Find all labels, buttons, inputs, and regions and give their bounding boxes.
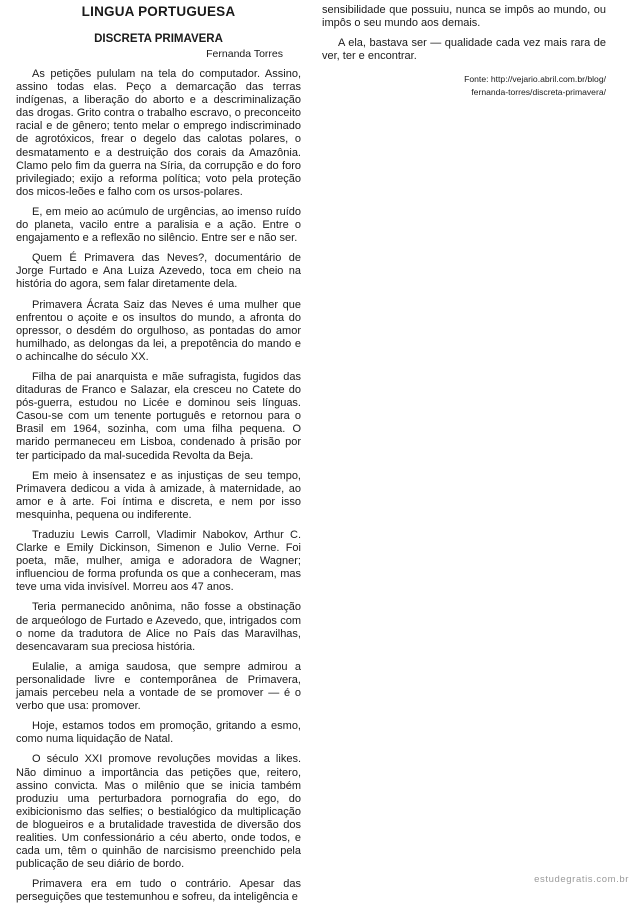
source-line: Fonte: http://vejario.abril.com.br/blog/ xyxy=(464,74,606,85)
paragraph: Filha de pai anarquista e mãe sufragista, fugidos das ditaduras de Franco e Salazar, ela cresceu no Catete do pós-guerra, estudou no Licée e dominou seis línguas. Casou-se com um tenente português e retornou para o Brasil em 1964, sozinha, com uma filha pequena. O marido permaneceu em Lisboa, condenado à prisão por ter participado da mal-sucedida Revolta da Beja. xyxy=(16,370,301,462)
paragraph: O século XXI promove revoluções movidas a likes. Não diminuo a importância das petições que, reitero, assino convicta. Mas o milênio que se inicia também produziu uma perturbadora pornografia do ego, do exibicionismo das selfies; o bestialógico da multiplicação de blogueiros e a brutalidade travestida de diversão dos realities. Um confessionário a céu aberto, onde todos, e cada um, têm o quinhão de narcisismo preenchido pela publicação de seu diário de bordo. xyxy=(16,753,301,871)
left-column xyxy=(16,4,301,911)
site-watermark: estudegratis.com.br xyxy=(534,874,629,885)
paragraph: Primavera era em tudo o contrário. Apesar das perseguições que testemunhou e sofreu, da inteligência e xyxy=(16,878,301,904)
page-title: LINGUA PORTUGUESA xyxy=(81,4,236,19)
article-title: DISCRETA PRIMAVERA xyxy=(94,33,223,45)
paragraph: A ela, bastava ser — qualidade cada vez mais rara de ver, ter e encontrar. xyxy=(322,37,606,63)
source-line: fernanda-torres/discreta-primavera/ xyxy=(471,87,606,98)
paragraph: Teria permanecido anônima, não fosse a obstinação de arqueólogo de Furtado e Azevedo, que, intrigados com o nome da tradutora de Alice no País das Maravilhas, desencavaram sua preciosa história. xyxy=(16,601,301,653)
right-column xyxy=(322,4,606,99)
paragraph: E, em meio ao acúmulo de urgências, ao imenso ruído do planeta, vacilo entre a paralisia e a ação. Entre o engajamento e a reflexão no silêncio. Entre ser e não ser. xyxy=(16,205,301,245)
paragraph: Traduziu Lewis Carroll, Vladimir Nabokov, Arthur C. Clarke e Emily Dickinson, Simenon e Julio Verne. Foi poeta, mãe, mulher, amiga e adoradora de Wagner; influenciou de forma profunda os que a conheceram, mas teve uma vida invisível. Morreu aos 47 anos. xyxy=(16,529,301,594)
article-author: Fernanda Torres xyxy=(206,48,283,60)
paragraph: Hoje, estamos todos em promoção, gritando a esmo, como numa liquidação de Natal. xyxy=(16,720,301,746)
paragraph: Em meio à insensatez e as injustiças de seu tempo, Primavera dedicou a vida à amizade, à maternidade, ao amor e à arte. Foi íntima e discreta, e nem por isso mesquinha, pequena ou indiferente. xyxy=(16,469,301,521)
paragraph: Quem É Primavera das Neves?, documentário de Jorge Furtado e Ana Luiza Azevedo, toca em cheio na história do agora, sem falar diretamente dela. xyxy=(16,252,301,291)
paragraph: Eulalie, a amiga saudosa, que sempre admirou a personalidade livre e contemporânea de Primavera, jamais percebeu nela a vontade de se promover — é o verbo que usa: promover. xyxy=(16,660,301,713)
paragraph-continuation: sensibilidade que possuiu, nunca se impôs ao mundo, ou impôs o seu mundo aos demais. xyxy=(322,4,606,30)
source-citation xyxy=(322,73,606,99)
paragraph: Primavera Ácrata Saiz das Neves é uma mulher que enfrentou o açoite e os insultos do mundo, a afronta do opressor, o desdém do orgulhoso, as pontadas do amor humilhado, as delongas da lei, a prepotência do mando e o achincalhe do século XX. xyxy=(16,298,301,363)
paragraph: As petições pululam na tela do computador. Assino, assino todas elas. Peço a demarcação das terras indígenas, a liberação do aborto e a descriminalização das drogas. Grito contra o trabalho escravo, o preconceito racial e de gênero; tento melar o emprego indiscriminado de agrotóxicos, frear o degelo das calotas polares, o desmatamento e a destruição dos corais da Amazônia. Clamo pelo fim da guerra na Síria, da corrupção e do foro privilegiado; exijo a reforma política; voto pela proteção dos micos-leões e falho com os ursos-polares. xyxy=(16,68,301,198)
